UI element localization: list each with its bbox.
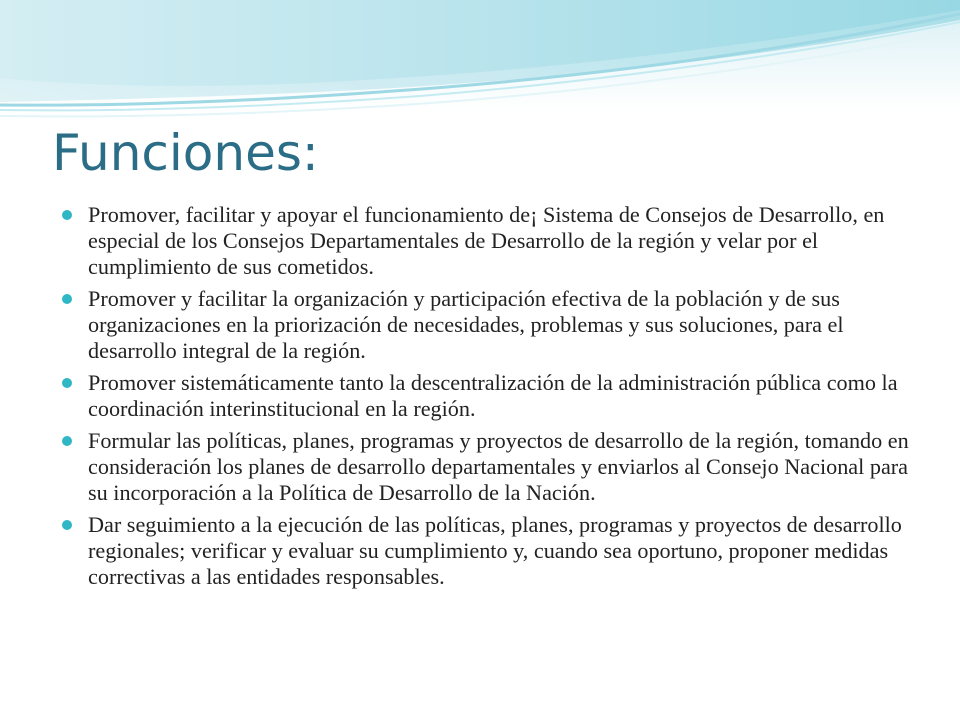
list-item-text: Dar seguimiento a la ejecución de las políticas, planes, programas y proyectos de desarrollo regionales; verificar y evaluar su cumplimiento y, cuando sea oportuno, proponer medidas correctivas a las entidades responsables. bbox=[88, 512, 902, 589]
list-item bbox=[60, 370, 910, 422]
list-item bbox=[60, 202, 910, 280]
list-item bbox=[60, 512, 910, 590]
bullet-dot-icon bbox=[62, 520, 72, 530]
list-item-text: Formular las políticas, planes, programas y proyectos de desarrollo de la región, tomando en consideración los planes de desarrollo departamentales y enviarlos al Consejo Nacional para su incorporación a la Política de Desarrollo de la Nación. bbox=[88, 428, 909, 505]
list-item-text: Promover, facilitar y apoyar el funcionamiento de¡ Sistema de Consejos de Desarrollo, en especial de los Consejos Departamentales de Desarrollo de la región y velar por el cumplimiento de sus cometidos. bbox=[88, 202, 885, 279]
bullet-dot-icon bbox=[62, 294, 72, 304]
slide-title: Funciones: bbox=[52, 124, 319, 182]
bullet-dot-icon bbox=[62, 378, 72, 388]
list-item-text: Promover y facilitar la organización y participación efectiva de la población y de sus organizaciones en la priorización de necesidades, problemas y sus soluciones, para el desarrollo integral de la región. bbox=[88, 286, 844, 363]
functions-list bbox=[60, 202, 910, 596]
list-item-text: Promover sistemáticamente tanto la descentralización de la administración pública como la coordinación interinstitucional en la región. bbox=[88, 370, 898, 421]
bullet-dot-icon bbox=[62, 210, 72, 220]
bullet-dot-icon bbox=[62, 436, 72, 446]
list-item bbox=[60, 428, 910, 506]
list-item bbox=[60, 286, 910, 364]
